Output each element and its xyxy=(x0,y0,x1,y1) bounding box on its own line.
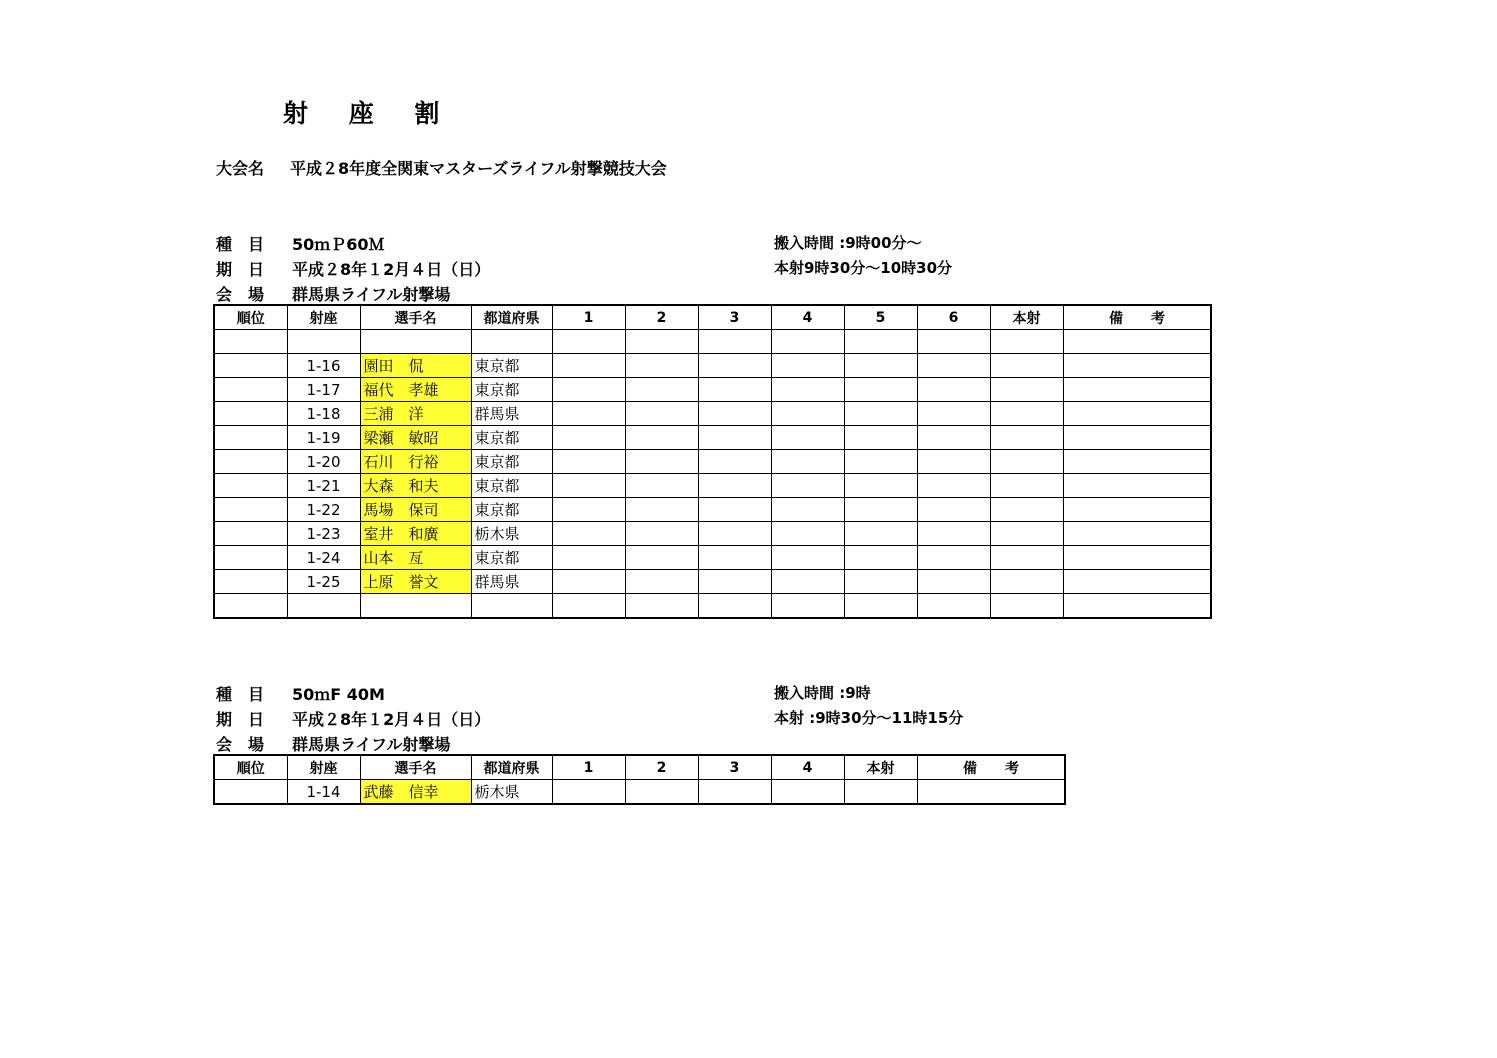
score-cell xyxy=(698,354,771,378)
date-label: 期 日 xyxy=(216,710,265,729)
score-cell xyxy=(552,546,625,570)
score-cell xyxy=(1063,426,1211,450)
table-row xyxy=(214,780,1065,805)
shooter-name-cell: 園田 侃 xyxy=(360,354,471,378)
event-venue: 群馬県ライフル射撃場 xyxy=(292,735,451,754)
lane-cell: 1-14 xyxy=(287,780,360,805)
event-line-1 xyxy=(216,232,385,255)
score-cell xyxy=(844,594,917,619)
score-cell xyxy=(698,570,771,594)
score-cell xyxy=(917,780,1065,805)
score-cell xyxy=(625,426,698,450)
meet-label: 大会名 xyxy=(216,159,265,178)
column-header: 都道府県 xyxy=(471,755,552,780)
column-header: 備 考 xyxy=(917,755,1065,780)
score-cell xyxy=(844,402,917,426)
score-cell xyxy=(917,426,990,450)
column-header: 都道府県 xyxy=(471,305,552,330)
shooter-name-cell: 室井 和廣 xyxy=(360,522,471,546)
score-cell xyxy=(844,522,917,546)
meet-line xyxy=(216,156,667,179)
score-cell xyxy=(844,378,917,402)
shooter-name-cell: 三浦 洋 xyxy=(360,402,471,426)
rank-cell xyxy=(214,522,287,546)
score-cell xyxy=(1063,450,1211,474)
event-label: 種 目 xyxy=(216,685,265,704)
lane-cell: 1-23 xyxy=(287,522,360,546)
score-cell xyxy=(771,546,844,570)
rank-cell xyxy=(214,498,287,522)
event-line-2 xyxy=(216,682,385,705)
score-cell xyxy=(990,498,1063,522)
score-cell xyxy=(1063,522,1211,546)
column-header: 2 xyxy=(625,755,698,780)
lane-cell: 1-19 xyxy=(287,426,360,450)
column-header: 選手名 xyxy=(360,305,471,330)
table-row xyxy=(214,546,1211,570)
prefecture-cell: 栃木県 xyxy=(471,522,552,546)
score-cell xyxy=(771,450,844,474)
table-header xyxy=(214,305,1211,330)
score-cell xyxy=(552,378,625,402)
column-header: 2 xyxy=(625,305,698,330)
shooter-name-cell xyxy=(360,330,471,354)
score-cell xyxy=(625,378,698,402)
score-cell xyxy=(1063,594,1211,619)
score-cell xyxy=(771,402,844,426)
shooter-name-cell: 山本 亙 xyxy=(360,546,471,570)
score-cell xyxy=(1063,474,1211,498)
score-cell xyxy=(990,354,1063,378)
table-row xyxy=(214,354,1211,378)
score-cell xyxy=(917,378,990,402)
table-header xyxy=(214,755,1065,780)
score-cell xyxy=(698,780,771,805)
score-cell xyxy=(625,522,698,546)
score-cell xyxy=(625,450,698,474)
score-cell xyxy=(552,402,625,426)
rank-cell xyxy=(214,780,287,805)
rank-cell xyxy=(214,426,287,450)
column-header: 射座 xyxy=(287,305,360,330)
score-cell xyxy=(990,570,1063,594)
score-cell xyxy=(552,522,625,546)
shooter-name-cell: 石川 行裕 xyxy=(360,450,471,474)
event-name: 50ｍＰ60Ｍ xyxy=(292,235,385,254)
rank-cell xyxy=(214,330,287,354)
lane-cell: 1-17 xyxy=(287,378,360,402)
score-cell xyxy=(771,330,844,354)
event-date: 平成２8年１2月４日（日） xyxy=(292,260,491,279)
score-cell xyxy=(771,594,844,619)
score-cell xyxy=(917,330,990,354)
score-cell xyxy=(990,330,1063,354)
lane-cell: 1-25 xyxy=(287,570,360,594)
rank-cell xyxy=(214,594,287,619)
score-cell xyxy=(552,474,625,498)
event-venue: 群馬県ライフル射撃場 xyxy=(292,285,451,304)
table-row xyxy=(214,378,1211,402)
shooter-name-cell: 福代 孝雄 xyxy=(360,378,471,402)
score-cell xyxy=(625,780,698,805)
table-row xyxy=(214,498,1211,522)
table-row xyxy=(214,450,1211,474)
column-header: 4 xyxy=(771,305,844,330)
score-cell xyxy=(552,450,625,474)
table-row xyxy=(214,570,1211,594)
lane-cell: 1-16 xyxy=(287,354,360,378)
score-cell xyxy=(552,498,625,522)
date-line-1 xyxy=(216,257,490,280)
column-header: 5 xyxy=(844,305,917,330)
prefecture-cell: 東京都 xyxy=(471,354,552,378)
checkin-time-1: 搬入時間 :9時00分～ xyxy=(774,234,922,252)
lane-cell: 1-22 xyxy=(287,498,360,522)
score-cell xyxy=(552,594,625,619)
score-cell xyxy=(844,546,917,570)
lane-cell: 1-24 xyxy=(287,546,360,570)
rank-cell xyxy=(214,474,287,498)
lane-table-2 xyxy=(213,754,1066,805)
prefecture-cell: 東京都 xyxy=(471,546,552,570)
score-cell xyxy=(844,498,917,522)
score-cell xyxy=(844,450,917,474)
rank-cell xyxy=(214,570,287,594)
lane-cell: 1-21 xyxy=(287,474,360,498)
score-cell xyxy=(698,402,771,426)
event-date: 平成２8年１2月４日（日） xyxy=(292,710,491,729)
score-cell xyxy=(625,594,698,619)
score-cell xyxy=(844,570,917,594)
shooter-name-cell xyxy=(360,594,471,619)
score-cell xyxy=(917,594,990,619)
column-header: 本射 xyxy=(990,305,1063,330)
score-cell xyxy=(771,426,844,450)
rank-cell xyxy=(214,450,287,474)
score-cell xyxy=(917,546,990,570)
table-row xyxy=(214,474,1211,498)
score-cell xyxy=(990,522,1063,546)
table-row xyxy=(214,402,1211,426)
column-header: 選手名 xyxy=(360,755,471,780)
rank-cell xyxy=(214,546,287,570)
score-cell xyxy=(552,330,625,354)
prefecture-cell: 群馬県 xyxy=(471,570,552,594)
score-cell xyxy=(552,570,625,594)
score-cell xyxy=(552,426,625,450)
checkin-time-2: 搬入時間 :9時 xyxy=(774,684,871,702)
column-header: 3 xyxy=(698,755,771,780)
rank-cell xyxy=(214,402,287,426)
prefecture-cell: 東京都 xyxy=(471,498,552,522)
table-row xyxy=(214,330,1211,354)
score-cell xyxy=(625,402,698,426)
main-time-1: 本射9時30分～10時30分 xyxy=(774,259,953,277)
score-cell xyxy=(990,594,1063,619)
score-cell xyxy=(990,426,1063,450)
score-cell xyxy=(771,570,844,594)
shooter-name-cell: 武藤 信幸 xyxy=(360,780,471,805)
score-cell xyxy=(625,546,698,570)
column-header: 1 xyxy=(552,755,625,780)
table-row xyxy=(214,426,1211,450)
rank-cell xyxy=(214,354,287,378)
score-cell xyxy=(1063,498,1211,522)
lane-cell xyxy=(287,330,360,354)
score-cell xyxy=(990,546,1063,570)
venue-line-1 xyxy=(216,282,450,305)
score-cell xyxy=(771,780,844,805)
main-time-2: 本射 :9時30分～11時15分 xyxy=(774,709,964,727)
score-cell xyxy=(1063,354,1211,378)
score-cell xyxy=(990,474,1063,498)
score-cell xyxy=(917,474,990,498)
column-header: 4 xyxy=(771,755,844,780)
score-cell xyxy=(552,780,625,805)
venue-line-2 xyxy=(216,732,450,755)
prefecture-cell: 東京都 xyxy=(471,378,552,402)
score-cell xyxy=(771,498,844,522)
score-cell xyxy=(844,474,917,498)
score-cell xyxy=(771,522,844,546)
score-cell xyxy=(1063,378,1211,402)
score-cell xyxy=(698,330,771,354)
column-header: 1 xyxy=(552,305,625,330)
table-row xyxy=(214,522,1211,546)
score-cell xyxy=(698,426,771,450)
prefecture-cell xyxy=(471,594,552,619)
lane-cell xyxy=(287,594,360,619)
score-cell xyxy=(625,474,698,498)
column-header: 順位 xyxy=(214,305,287,330)
prefecture-cell: 東京都 xyxy=(471,426,552,450)
event-label: 種 目 xyxy=(216,235,265,254)
date-label: 期 日 xyxy=(216,260,265,279)
score-cell xyxy=(698,546,771,570)
score-cell xyxy=(771,474,844,498)
score-cell xyxy=(698,474,771,498)
lane-table-1 xyxy=(213,304,1212,619)
prefecture-cell: 栃木県 xyxy=(471,780,552,805)
venue-label: 会 場 xyxy=(216,735,265,754)
meet-name: 平成２8年度全関東マスターズライフル射撃競技大会 xyxy=(290,159,667,178)
score-cell xyxy=(698,450,771,474)
column-header: 備 考 xyxy=(1063,305,1211,330)
score-cell xyxy=(990,378,1063,402)
page-title: 射 座 割 xyxy=(283,99,456,128)
score-cell xyxy=(1063,330,1211,354)
column-header: 6 xyxy=(917,305,990,330)
shooter-name-cell: 上原 誉文 xyxy=(360,570,471,594)
shooter-name-cell: 馬場 保司 xyxy=(360,498,471,522)
prefecture-cell: 東京都 xyxy=(471,450,552,474)
score-cell xyxy=(698,522,771,546)
score-cell xyxy=(917,450,990,474)
table-row xyxy=(214,594,1211,619)
score-cell xyxy=(917,402,990,426)
score-cell xyxy=(844,426,917,450)
score-cell xyxy=(552,354,625,378)
score-cell xyxy=(771,354,844,378)
score-cell xyxy=(698,594,771,619)
column-header: 本射 xyxy=(844,755,917,780)
score-cell xyxy=(625,570,698,594)
score-cell xyxy=(990,402,1063,426)
column-header: 順位 xyxy=(214,755,287,780)
lane-cell: 1-18 xyxy=(287,402,360,426)
prefecture-cell xyxy=(471,330,552,354)
prefecture-cell: 群馬県 xyxy=(471,402,552,426)
rank-cell xyxy=(214,378,287,402)
event-name: 50ｍF 40M xyxy=(292,685,385,704)
prefecture-cell: 東京都 xyxy=(471,474,552,498)
score-cell xyxy=(990,450,1063,474)
score-cell xyxy=(1063,546,1211,570)
score-cell xyxy=(1063,402,1211,426)
column-header: 3 xyxy=(698,305,771,330)
score-cell xyxy=(844,354,917,378)
lane-cell: 1-20 xyxy=(287,450,360,474)
shooter-name-cell: 大森 和夫 xyxy=(360,474,471,498)
score-cell xyxy=(698,498,771,522)
score-cell xyxy=(917,354,990,378)
score-cell xyxy=(698,378,771,402)
score-cell xyxy=(771,378,844,402)
score-cell xyxy=(917,498,990,522)
score-cell xyxy=(844,330,917,354)
score-cell xyxy=(625,330,698,354)
date-line-2 xyxy=(216,707,490,730)
score-cell xyxy=(1063,570,1211,594)
score-cell xyxy=(917,570,990,594)
score-cell xyxy=(625,354,698,378)
score-cell xyxy=(844,780,917,805)
venue-label: 会 場 xyxy=(216,285,265,304)
shooter-name-cell: 梁瀬 敏昭 xyxy=(360,426,471,450)
column-header: 射座 xyxy=(287,755,360,780)
score-cell xyxy=(917,522,990,546)
score-cell xyxy=(625,498,698,522)
